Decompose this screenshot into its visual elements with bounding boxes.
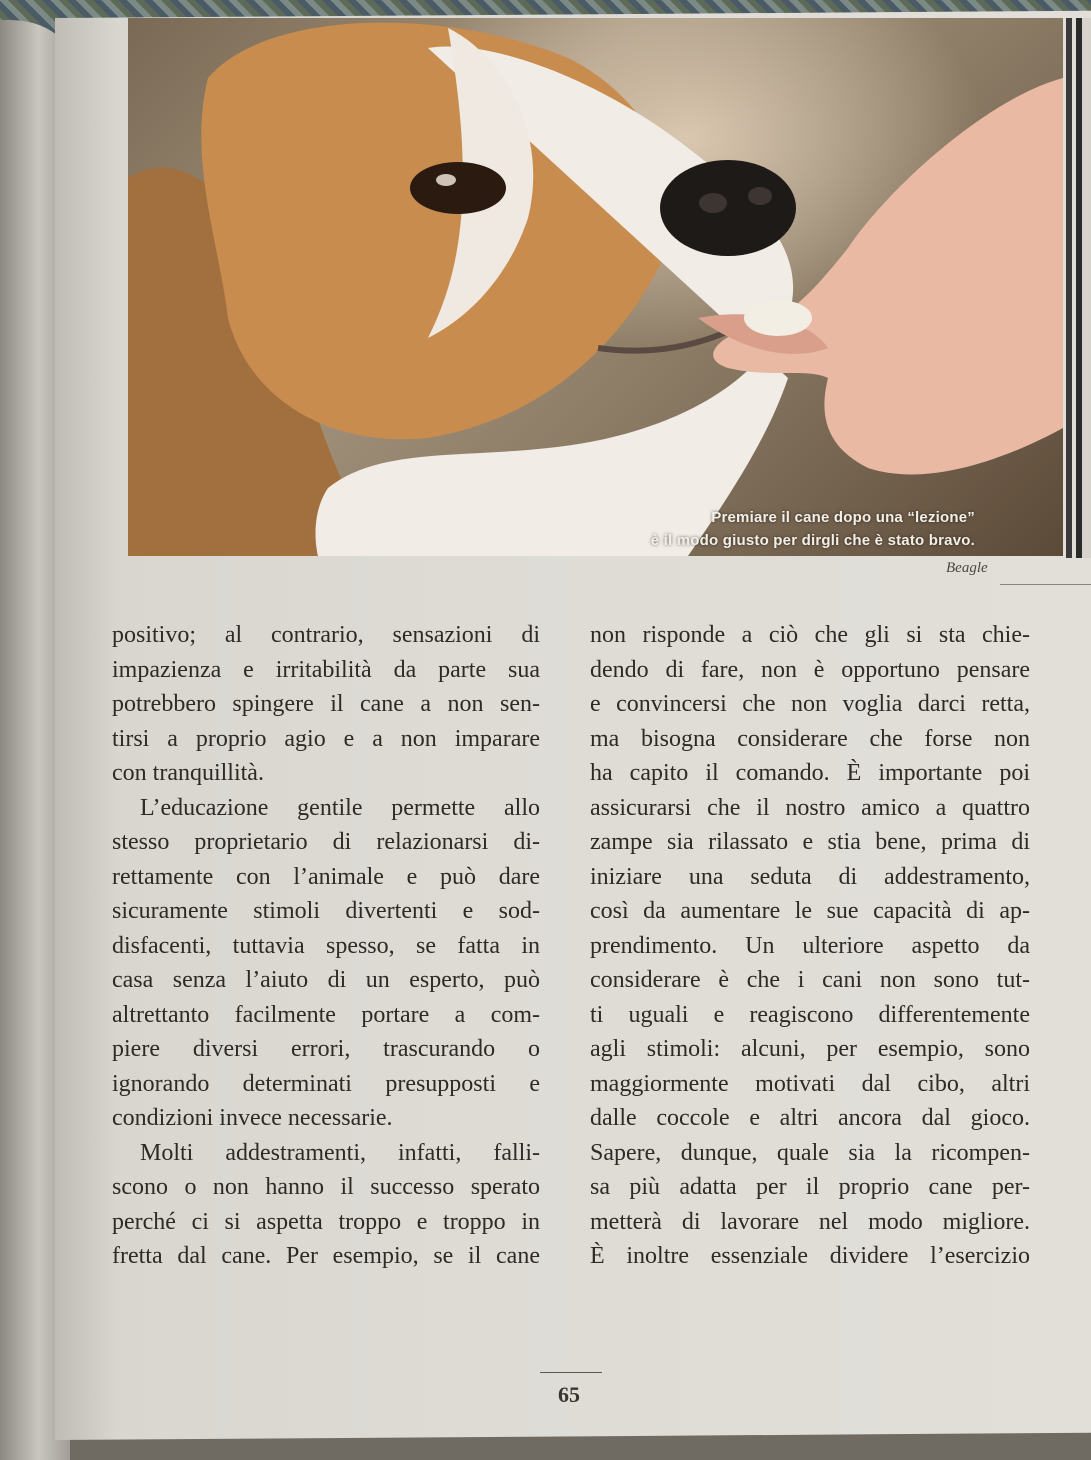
beagle-illustration [128, 18, 1063, 556]
beagle-photo [128, 18, 1063, 556]
caption-line-1: Premiare il cane dopo una “lezione” [711, 509, 975, 526]
text-line: non risponde a ciò che gli si sta chie- [590, 622, 1030, 648]
left-text-column [112, 618, 540, 1274]
text-line: L’educazione gentile permette allo [140, 794, 540, 821]
text-line: e convincersi che non voglia darci retta, [590, 691, 1030, 717]
neighbor-page-strip [1066, 18, 1091, 558]
text-line: Molti addestramenti, infatti, falli- [140, 1139, 540, 1166]
text-line: casa senza l’aiuto di un esperto, può [112, 967, 540, 993]
text-line: impazienza e irritabilità da parte sua [112, 656, 540, 683]
text-line: maggiormente motivati dal cibo, altri [590, 1070, 1030, 1097]
text-line: assicurarsi che il nostro amico a quattro [590, 794, 1030, 821]
text-line: prendimento. Un ulteriore aspetto da [590, 932, 1030, 959]
text-line: così da aumentare le sue capacità di ap- [590, 898, 1030, 924]
text-line: condizioni invece necessarie. [112, 1105, 393, 1131]
text-line: iniziare una seduta di addestramento, [590, 863, 1030, 890]
text-line: potrebbero spingere il cane a non sen- [112, 691, 540, 717]
text-line: ha capito il comando. È importante poi [590, 760, 1030, 786]
page-number: 65 [558, 1382, 580, 1407]
text-line: perché ci si aspetta troppo e troppo in [112, 1208, 540, 1235]
text-line: metterà di lavorare nel modo migliore. [590, 1208, 1030, 1235]
text-line: stesso proprietario di relazionarsi di- [112, 829, 540, 855]
photo-caption [651, 506, 975, 552]
text-line: rettamente con l’animale e può dare [112, 863, 540, 890]
text-line: ignorando determinati presupposti e [112, 1070, 540, 1097]
text-line: con tranquillità. [112, 760, 264, 786]
text-line: tirsi a proprio agio e a non imparare [112, 725, 540, 752]
text-line: scono o non hanno il successo sperato [112, 1174, 540, 1200]
breed-label: Beagle [946, 560, 988, 576]
text-line: disfacenti, tuttavia spesso, se fatta in [112, 932, 540, 959]
caption-line-2: è il modo giusto per dirgli che è stato bravo. [650, 532, 975, 549]
text-line: altrettanto facilmente portare a com- [112, 1001, 540, 1028]
text-line: ti uguali e reagiscono differentemente [590, 1001, 1030, 1028]
text-line: fretta dal cane. Per esempio, se il cane [112, 1243, 540, 1269]
text-line: positivo; al contrario, sensazioni di [112, 622, 540, 648]
text-line: considerare è che i cani non sono tut- [590, 967, 1030, 993]
text-line: piere diversi errori, trascurando o [112, 1036, 540, 1062]
text-line: dendo di fare, non è opportuno pensare [590, 656, 1030, 683]
text-line: sicuramente stimoli divertenti e sod- [112, 898, 540, 924]
folio-rule [540, 1372, 602, 1373]
text-line: dalle coccole e altri ancora dal gioco. [590, 1105, 1030, 1131]
text-line: ma bisogna considerare che forse non [590, 725, 1030, 752]
text-line: È inoltre essenziale dividere l’esercizio [590, 1243, 1030, 1269]
text-line: agli stimoli: alcuni, per esempio, sono [590, 1036, 1030, 1062]
text-line: Sapere, dunque, quale sia la ricompen- [590, 1139, 1030, 1166]
text-line: zampe sia rilassato e stia bene, prima di [590, 829, 1030, 855]
text-line: sa più adatta per il proprio cane per- [590, 1174, 1030, 1200]
right-text-column [590, 618, 1030, 1274]
breed-rule [1000, 584, 1091, 585]
